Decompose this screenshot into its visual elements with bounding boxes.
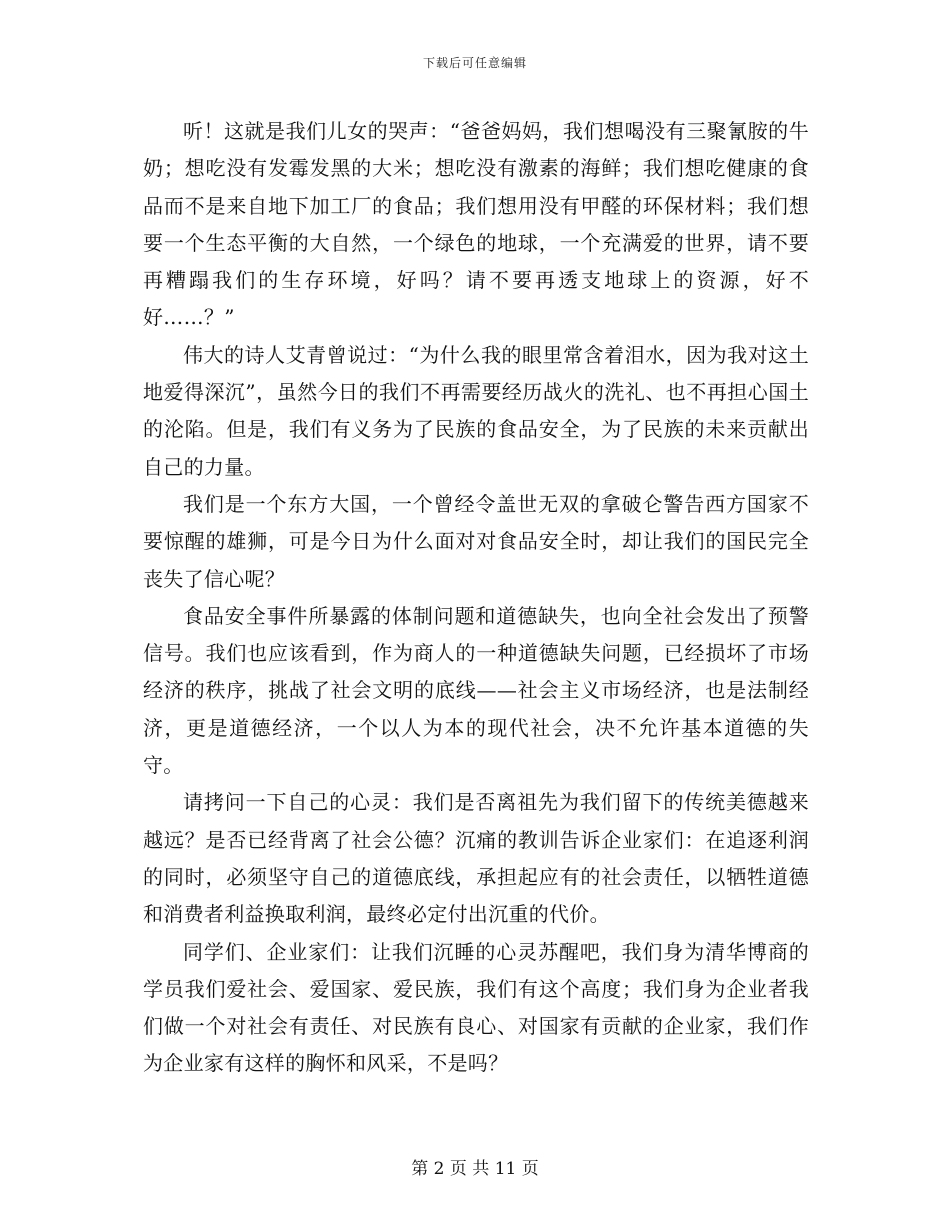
paragraph-5: 请拷问一下自己的心灵：我们是否离祖先为我们留下的传统美德越来越远？是否已经背离了社会公德？沉痛的教训告诉企业家们：在追逐利润的同时，必须坚守自己的道德底线，承担起应有的社会责任，以牺牲道德和消费者利益换取利润，最终必定付出沉重的代价。 — [143, 790, 809, 927]
footer-total-pages: 11 — [494, 1159, 517, 1179]
paragraph-2: 伟大的诗人艾青曾说过：“为什么我的眼里常含着泪水，因为我对这土地爱得深沉”，虽然今日的我们不再需要经历战火的洗礼、也不再担心国土的沦陷。但是，我们有义务为了民族的食品安全，为了民族的未来贡献出自己的力量。 — [143, 342, 809, 479]
page-footer — [0, 1154, 950, 1179]
paragraph-6: 同学们、企业家们：让我们沉睡的心灵苏醒吧，我们身为清华博商的学员我们爱社会、爱国家、爱民族，我们有这个高度；我们身为企业者我们做一个对社会有责任、对民族有良心、对国家有贡献的企业家，我们作为企业家有这样的胸怀和风采，不是吗？ — [143, 939, 809, 1076]
footer-prefix: 第 — [411, 1159, 429, 1179]
paragraph-3: 我们是一个东方大国，一个曾经令盖世无双的拿破仑警告西方国家不要惊醒的雄狮，可是今日为什么面对对食品安全时，却让我们的国民完全丧失了信心呢？ — [143, 491, 809, 591]
paragraph-4: 食品安全事件所暴露的体制问题和道德缺失，也向全社会发出了预警信号。我们也应该看到，作为商人的一种道德缺失问题，已经损坏了市场经济的秩序，挑战了社会文明的底线——社会主义市场经济，也是法制经济，更是道德经济，一个以人为本的现代社会，决不允许基本道德的失守。 — [143, 603, 809, 778]
page-header: 下载后可任意编辑 — [422, 56, 527, 70]
paragraph-1: 听！这就是我们儿女的哭声：“爸爸妈妈，我们想喝没有三聚氰胺的牛奶；想吃没有发霉发黑的大米；想吃没有激素的海鲜；我们想吃健康的食品而不是来自地下加工厂的食品；我们想用没有甲醛的环保材料；我们想要一个生态平衡的大自然，一个绿色的地球，一个充满爱的世界，请不要再糟蹋我们的生存环境，好吗？请不要再透支地球上的资源，好不好……？” — [143, 119, 809, 330]
footer-middle: 页 共 — [449, 1159, 490, 1179]
document-body — [143, 113, 809, 1083]
footer-page-number: 2 — [433, 1159, 445, 1179]
footer-suffix: 页 — [521, 1159, 539, 1179]
